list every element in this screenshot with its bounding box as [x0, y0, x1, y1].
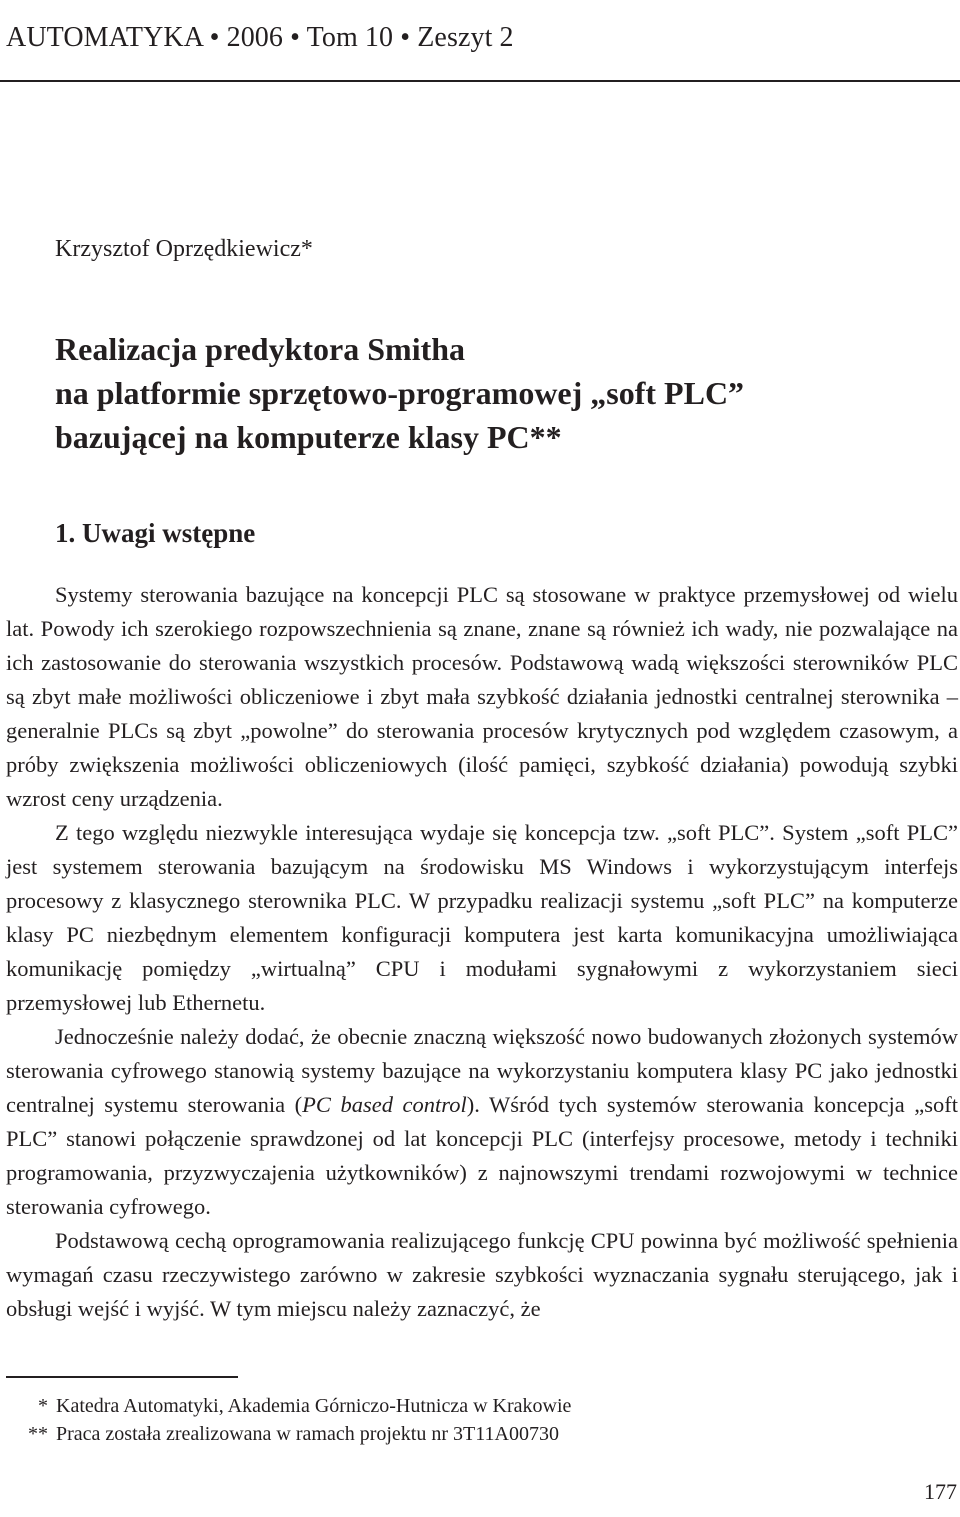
paragraph-text: ). Wśród tych systemów sterowania koncepcja „soft PLC” stanowi połączenie sprawdzonej od lat koncepcji PLC (interfejsy procesowe, metody i techniki programowania, przyzwyczajenia użytkowników) z najnowszymi trendami rozwojowymi w technice sterowania cyfrowego.: [6, 1092, 958, 1219]
footnotes: [6, 1392, 571, 1448]
footnote-rule: [6, 1376, 238, 1378]
body-text: [6, 578, 958, 1326]
paragraph: [6, 1020, 958, 1224]
journal-header: [0, 0, 960, 82]
paragraph: Systemy sterowania bazujące na koncepcji PLC są stosowane w praktyce przemysłowej od wielu lat. Powody ich szerokiego rozpowszechnienia są znane, znane są również ich wady, nie pozwalające na ich zastosowanie do sterowania wszystkich procesów. Podstawową wadą większości sterowników PLC są zbyt małe możliwości obliczeniowe i zbyt mała szybkość działania jednostki centralnej sterownika – generalnie PLCs są zbyt „powolne” do sterowania procesów krytycznych pod względem czasowym, a próby zwiększenia możliwości obliczeniowych (ilość pamięci, szybkość działania) powodują szybki wzrost ceny urządzenia.: [6, 582, 958, 811]
paragraph-text: Jednocześnie należy dodać, że obecnie znaczną większość nowo budowanych złożonych systemów sterowania cyfrowego stanowią systemy bazujące na wykorzystaniu komputera klasy PC jako jednostki centralnej systemu sterowania (: [6, 1024, 958, 1117]
footnote-text: Katedra Automatyki, Akademia Górniczo-Hutnicza w Krakowie: [56, 1395, 572, 1417]
paper-title: [55, 327, 935, 459]
footnote: [6, 1392, 571, 1420]
paragraph: Podstawową cechą oprogramowania realizującego funkcję CPU powinna być możliwość spełnienia wymagań czasu rzeczywistego zarówno w zakresie szybkości wyznaczania sygnału sterującego, jak i obsługi wejść i wyjść. W tym miejscu należy zaznaczyć, że: [6, 1228, 958, 1321]
page-number: 177: [924, 1479, 957, 1504]
footnote-mark: *: [38, 1395, 48, 1417]
section-heading: 1. Uwagi wstępne: [55, 518, 256, 548]
paragraph: Z tego względu niezwykle interesująca wydaje się koncepcja tzw. „soft PLC”. System „soft PLC” jest systemem sterowania bazującym na środowisku MS Windows i wykorzystującym interfejs procesowy z klasycznego sterownika PLC. W przypadku realizacji systemu „soft PLC” na komputerze klasy PC niezbędnym elementem konfiguracji komputera jest karta komunikacyjna umożliwiająca komunikację pomiędzy „wirtualną” CPU i modułami sygnałowymi z wykorzystaniem sieci przemysłowej lub Ethernetu.: [6, 820, 958, 1015]
paragraph-italic-term: PC based control: [302, 1092, 467, 1117]
paper-title-line: Realizacja predyktora Smitha: [55, 331, 466, 367]
footnote-text: Praca została zrealizowana w ramach projektu nr 3T11A00730: [56, 1423, 559, 1445]
author-name: Krzysztof Oprzędkiewicz*: [55, 236, 313, 262]
journal-header-text: AUTOMATYKA • 2006 • Tom 10 • Zeszyt 2: [6, 22, 514, 53]
footnote-mark: **: [28, 1423, 48, 1445]
footnote: [6, 1420, 571, 1448]
paper-title-line: na platformie sprzętowo-programowej „soft PLC”: [55, 375, 745, 411]
paper-title-line: bazującej na komputerze klasy PC**: [55, 419, 562, 455]
